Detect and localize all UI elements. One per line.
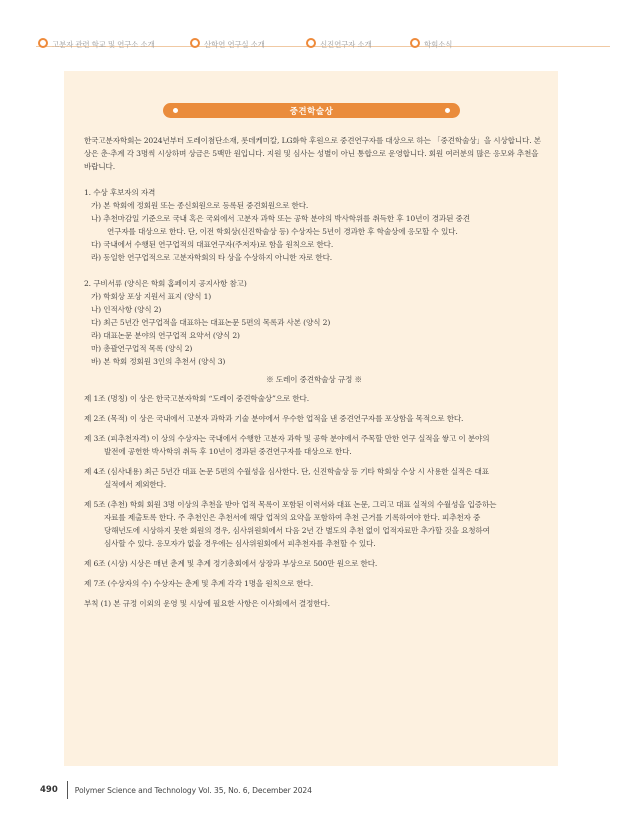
list-item <box>84 251 544 264</box>
rule-article <box>84 465 544 491</box>
list-item <box>84 238 544 251</box>
rule-article <box>84 432 544 458</box>
nav-item-schools[interactable] <box>38 36 155 52</box>
rule-text: 제 6조 (시상) 시상은 매년 춘계 및 추계 정기총회에서 상장과 부상으로 500만 원으로 한다. <box>84 559 378 568</box>
section1-list <box>84 199 544 264</box>
page-footer <box>40 781 312 799</box>
rule-text: 제 4조 (심사내용) 최근 5년간 대표 논문 5편의 수월성을 심사한다. 단, 신진학술상 등 기타 학회상 수상 시 사용한 실적은 대표 <box>84 467 489 476</box>
nav-item-label: 고분자 관련 학교 및 연구소 소개 <box>52 39 155 49</box>
rule-continuation: 발전에 공헌한 박사학위 취득 후 10년이 경과된 중견연구자를 대상으로 한다. <box>104 447 352 456</box>
list-item-text: 나) 추천마감일 기준으로 국내 혹은 국외에서 고분자 과학 또는 공학 분야의 박사학위를 취득한 후 10년이 경과된 중견 <box>91 214 470 223</box>
journal-citation: Polymer Science and Technology Vol. 35, No. 6, December 2024 <box>74 785 312 795</box>
page-number: 490 <box>40 785 58 795</box>
list-item: 나) 인적사항 (양식 2) <box>91 305 162 314</box>
nav-bullet-icon <box>410 38 420 48</box>
nav-item-label: 산학연 연구실 소개 <box>204 39 265 49</box>
rule-text: 제 7조 (수상자의 수) 수상자는 춘계 및 추계 각각 1명을 원칙으로 한다. <box>84 579 313 588</box>
rule-article <box>84 597 544 610</box>
list-item: 라) 대표논문 분야의 연구업적 요약서 (양식 2) <box>91 331 240 340</box>
rule-text: 제 1조 (명칭) 이 상은 한국고분자학회 “도레이 중견학술상”으로 한다. <box>84 394 309 403</box>
section-banner <box>163 103 460 118</box>
rules-list <box>84 392 544 610</box>
rule-text: 제 3조 (피추천자격) 이 상의 수상자는 국내에서 수행한 고분자 과학 및 공학 분야에서 주목할 만한 연구 실적을 쌓고 이 분야의 <box>84 434 490 443</box>
rule-article <box>84 557 544 570</box>
list-item <box>84 199 544 212</box>
rule-article <box>84 392 544 405</box>
footer-divider <box>67 781 68 799</box>
list-item: 가) 학회상 포상 지원서 표지 (양식 1) <box>91 292 212 301</box>
list-item <box>84 212 544 238</box>
intro-paragraph: 한국고분자학회는 2024년부터 도레이첨단소재, 롯데케미칼, LG화학 후원으로 중견연구자를 대상으로 하는 「중견학술상」을 시상합니다. 본 상은 춘·추계 각 3명씩 시상하며 상금은 5백만 원입니다. 지원 및 심사는 성별이 아닌 통합으로 운영합니다. 회원 여러분의 많은 응모와 추천을 바랍니다. <box>84 136 541 171</box>
nav-item-label: 신진연구자 소개 <box>320 39 372 49</box>
list-item-text: 라) 동일한 연구업적으로 고분자학회의 타 상을 수상하지 아니한 자로 한다. <box>91 253 333 262</box>
banner-dot-icon <box>445 108 450 113</box>
section2-heading: 2. 구비서류 (양식은 학회 홈페이지 공지사항 참고) <box>84 279 247 288</box>
rule-continuation: 실적에서 제외한다. <box>104 480 167 489</box>
rule-article <box>84 577 544 590</box>
list-item-text: 가) 본 학회에 정회원 또는 종신회원으로 등록된 중견회원으로 한다. <box>91 201 309 210</box>
section2-list <box>84 290 544 368</box>
list-item-continuation: 연구자를 대상으로 한다. 단, 이전 학회상(신진학술상 등) 수상자는 5년이 경과한 후 학술상에 응모할 수 있다. <box>107 227 458 236</box>
rule-article <box>84 498 544 550</box>
list-item: 바) 본 학회 정회원 3인의 추천서 (양식 3) <box>91 357 226 366</box>
top-navigation <box>0 0 622 58</box>
section1-heading: 1. 수상 후보자의 자격 <box>84 188 156 197</box>
banner-title: 중견학술상 <box>289 106 334 117</box>
nav-bullet-icon <box>38 38 48 48</box>
nav-bullet-icon <box>190 38 200 48</box>
list-item: 마) 총괄연구업적 목록 (양식 2) <box>91 344 193 353</box>
nav-item-news[interactable] <box>410 36 452 52</box>
nav-bullet-icon <box>306 38 316 48</box>
banner-dot-icon <box>173 108 178 113</box>
rules-title: ※ 도레이 중견학술상 규정 ※ <box>266 375 362 384</box>
rule-text: 제 5조 (추천) 학회 회원 3명 이상의 추천을 받아 업적 목록이 포함된 이력서와 대표 논문, 그리고 대표 실적의 수월성을 입증하는 <box>84 500 497 509</box>
rule-continuation: 당해년도에 시상하지 못한 회원의 경우, 심사위원회에서 다음 2년 간 별도의 추천 없이 업적자료만 추가할 것을 요청하여 <box>104 526 490 535</box>
article-content <box>84 134 544 617</box>
rule-continuation: 자료를 제출토록 한다. 주 추천인은 추천서에 해당 업적의 요약을 포함하여 추천 근거를 기록하여야 한다. 피추천자 중 <box>104 513 481 522</box>
rule-text: 부칙 (1) 본 규정 이외의 운영 및 시상에 필요한 사항은 이사회에서 결정한다. <box>84 599 330 608</box>
nav-item-young-researchers[interactable] <box>306 36 372 52</box>
list-item: 다) 최근 5년간 연구업적을 대표하는 대표논문 5편의 목록과 사본 (양식 2) <box>91 318 331 327</box>
list-item-text: 다) 국내에서 수행된 연구업적의 대표연구자(주저자)로 함을 원칙으로 한다. <box>91 240 334 249</box>
rule-continuation: 심사할 수 있다. 응모자가 없을 경우에는 심사위원회에서 피추천자를 추천할 수 있다. <box>104 539 376 548</box>
nav-item-label: 학회소식 <box>424 39 453 49</box>
nav-item-labs[interactable] <box>190 36 265 52</box>
rule-article <box>84 412 544 425</box>
rule-text: 제 2조 (목적) 이 상은 국내에서 고분자 과학과 기술 분야에서 우수한 업적을 낸 중견연구자를 포상함을 목적으로 한다. <box>84 414 464 423</box>
